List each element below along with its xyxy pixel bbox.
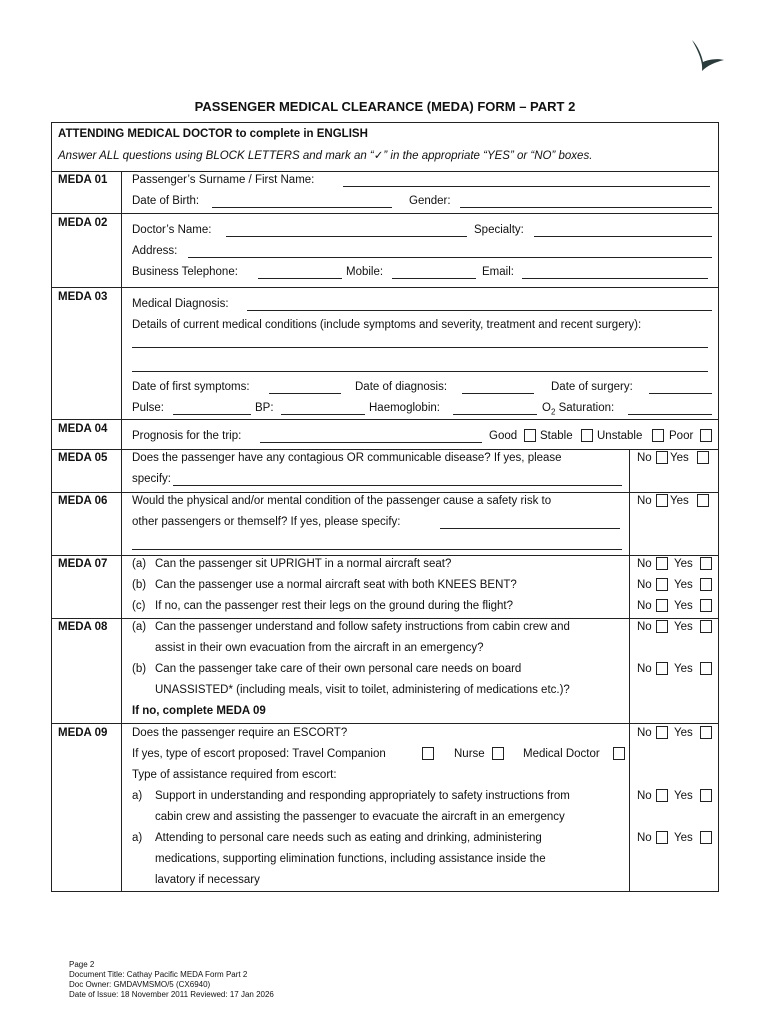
- meda07-b-no-checkbox[interactable]: [656, 578, 668, 591]
- meda09-no-label: No: [637, 727, 652, 739]
- option-unstable-label: Unstable: [597, 430, 643, 442]
- diagnosis-label: Medical Diagnosis:: [132, 298, 229, 310]
- meda07-a-no-checkbox[interactable]: [656, 557, 668, 570]
- meda08-b-no-checkbox[interactable]: [656, 662, 668, 675]
- meda06-yes-checkbox[interactable]: [697, 494, 709, 507]
- prognosis-field[interactable]: [260, 442, 482, 443]
- assistance-label: Type of assistance required from escort:: [132, 769, 337, 781]
- meda05-question: Does the passenger have any contagious OR communicable disease? If yes, please: [132, 452, 562, 464]
- email-label: Email:: [482, 266, 514, 278]
- mobile-field[interactable]: [392, 278, 476, 279]
- assist2-yes-checkbox[interactable]: [700, 831, 712, 844]
- meda08-code: MEDA 08: [58, 621, 108, 633]
- address-label: Address:: [132, 245, 178, 257]
- option-stable-checkbox[interactable]: [581, 429, 593, 442]
- meda06-question-line1: Would the physical and/or mental condition of the passenger cause a safety risk to: [132, 495, 552, 507]
- diagnosis-field[interactable]: [247, 310, 712, 311]
- meda06-code: MEDA 06: [58, 495, 108, 507]
- meda08-note: If no, complete MEDA 09: [132, 705, 266, 717]
- meda06-specify-line-2[interactable]: [132, 549, 622, 550]
- meda-form: [51, 122, 719, 892]
- footer-doc-owner: Doc Owner: GMDAVMSMO/5 (CX6940): [69, 980, 211, 989]
- meda07-a-marker: (a): [132, 558, 147, 570]
- meda05-no-label: No: [637, 452, 652, 464]
- meda08-question-a-line1: Can the passenger understand and follow safety instructions from cabin crew and: [155, 621, 570, 633]
- meda07-a-yes-checkbox[interactable]: [700, 557, 712, 570]
- assist2-line1: Attending to personal care needs such as eating and drinking, administering: [155, 832, 542, 844]
- bird-brushwing-icon: [690, 38, 726, 72]
- meda07-b-yes-checkbox[interactable]: [700, 578, 712, 591]
- meda07-code: MEDA 07: [58, 558, 108, 570]
- meda08-a-marker: (a): [132, 621, 147, 633]
- haemoglobin-label: Haemoglobin:: [369, 402, 440, 414]
- assist1-yes-checkbox[interactable]: [700, 789, 712, 802]
- dob-label: Date of Birth:: [132, 195, 200, 207]
- mobile-label: Mobile:: [346, 266, 384, 278]
- meda07-c-no-label: No: [637, 600, 652, 612]
- meda08-a-no-label: No: [637, 621, 652, 633]
- assist1-no-checkbox[interactable]: [656, 789, 668, 802]
- meda08-a-no-checkbox[interactable]: [656, 620, 668, 633]
- meda06-no-label: No: [637, 495, 652, 507]
- prognosis-label: Prognosis for the trip:: [132, 430, 242, 442]
- meda04-code: MEDA 04: [58, 423, 108, 435]
- meda05-yes-checkbox[interactable]: [697, 451, 709, 464]
- assist2-line3: lavatory if necessary: [155, 874, 260, 886]
- escort-doctor-label: Medical Doctor: [523, 748, 600, 760]
- assist2-no-label: No: [637, 832, 652, 844]
- bp-field[interactable]: [281, 414, 365, 415]
- meda06-no-checkbox[interactable]: [656, 494, 668, 507]
- footer-issue: Date of Issue: 18 November 2011 Reviewed: 17 Jan 2026: [69, 990, 274, 999]
- assist1-no-label: No: [637, 790, 652, 802]
- surgery-date-field[interactable]: [649, 393, 712, 394]
- meda07-question-b: Can the passenger use a normal aircraft seat with both KNEES BENT?: [155, 579, 517, 591]
- option-stable-label: Stable: [540, 430, 573, 442]
- meda03-code: MEDA 03: [58, 291, 108, 303]
- escort-nurse-checkbox[interactable]: [492, 747, 504, 760]
- gender-field[interactable]: [460, 207, 712, 208]
- business-tel-field[interactable]: [258, 278, 342, 279]
- bp-label: BP:: [255, 402, 274, 414]
- meda05-yes-label: Yes: [670, 452, 689, 464]
- meda08-a-yes-checkbox[interactable]: [700, 620, 712, 633]
- gender-label: Gender:: [409, 195, 451, 207]
- meda07-b-no-label: No: [637, 579, 652, 591]
- first-symptoms-field[interactable]: [269, 393, 341, 394]
- assist1-line2: cabin crew and assisting the passenger to evacuate the aircraft in an emergency: [155, 811, 565, 823]
- meda08-b-yes-checkbox[interactable]: [700, 662, 712, 675]
- meda07-a-yes-label: Yes: [674, 558, 693, 570]
- details-line-2[interactable]: [132, 371, 708, 372]
- meda07-question-c: If no, can the passenger rest their legs on the ground during the flight?: [155, 600, 514, 612]
- haemoglobin-field[interactable]: [453, 414, 537, 415]
- doctor-name-field[interactable]: [226, 236, 467, 237]
- option-poor-label: Poor: [669, 430, 694, 442]
- meda08-b-yes-label: Yes: [674, 663, 693, 675]
- details-line-1[interactable]: [132, 347, 708, 348]
- meda08-b-no-label: No: [637, 663, 652, 675]
- meda01-code: MEDA 01: [58, 174, 108, 186]
- meda07-a-no-label: No: [637, 558, 652, 570]
- details-label: Details of current medical conditions (include symptoms and severity, treatment and recent surgery):: [132, 319, 642, 331]
- assist2-marker: a): [132, 832, 143, 844]
- meda08-question-a-line2: assist in their own evacuation from the aircraft in an emergency?: [155, 642, 484, 654]
- escort-nurse-label: Nurse: [454, 748, 485, 760]
- business-tel-label: Business Telephone:: [132, 266, 238, 278]
- escort-type-label: If yes, type of escort proposed: Travel Companion: [132, 748, 386, 760]
- footer-page: Page 2: [69, 960, 95, 969]
- option-unstable-checkbox[interactable]: [652, 429, 664, 442]
- meda07-c-marker: (c): [132, 600, 146, 612]
- meda09-question: Does the passenger require an ESCORT?: [132, 727, 348, 739]
- meda06-question-line2: other passengers or themself? If yes, please specify:: [132, 516, 401, 528]
- intro-heading: ATTENDING MEDICAL DOCTOR to complete in ENGLISH: [58, 128, 368, 140]
- meda07-c-no-checkbox[interactable]: [656, 599, 668, 612]
- meda09-yes-label: Yes: [674, 727, 693, 739]
- address-field[interactable]: [188, 257, 712, 258]
- diagnosis-date-field[interactable]: [462, 393, 534, 394]
- meda07-b-marker: (b): [132, 579, 147, 591]
- meda08-b-marker: (b): [132, 663, 147, 675]
- meda06-specify-field[interactable]: [440, 528, 620, 529]
- meda06-yes-label: Yes: [670, 495, 689, 507]
- o2-saturation-field[interactable]: [628, 414, 712, 415]
- email-field[interactable]: [522, 278, 708, 279]
- assist2-line2: medications, supporting elimination functions, including assistance inside the: [155, 853, 546, 865]
- meda05-code: MEDA 05: [58, 452, 108, 464]
- escort-companion-checkbox[interactable]: [422, 747, 434, 760]
- pulse-field[interactable]: [173, 414, 251, 415]
- dob-field[interactable]: [212, 207, 392, 208]
- assist1-yes-label: Yes: [674, 790, 693, 802]
- meda07-question-a: Can the passenger sit UPRIGHT in a normal aircraft seat?: [155, 558, 452, 570]
- doctor-name-label: Doctor’s Name:: [132, 224, 212, 236]
- meda09-code: MEDA 09: [58, 727, 108, 739]
- specialty-field[interactable]: [534, 236, 712, 237]
- diagnosis-date-label: Date of diagnosis:: [355, 381, 448, 393]
- option-good-label: Good: [489, 430, 518, 442]
- assist1-line1: Support in understanding and responding appropriately to safety instructions from: [155, 790, 570, 802]
- pulse-label: Pulse:: [132, 402, 164, 414]
- surgery-date-label: Date of surgery:: [551, 381, 633, 393]
- intro-instruction: Answer ALL questions using BLOCK LETTERS and mark an “✓” in the appropriate “YES” or “NO” boxes.: [58, 150, 593, 162]
- first-symptoms-label: Date of first symptoms:: [132, 381, 250, 393]
- specialty-label: Specialty:: [474, 224, 524, 236]
- assist1-marker: a): [132, 790, 143, 802]
- escort-doctor-checkbox[interactable]: [613, 747, 625, 760]
- form-title: PASSENGER MEDICAL CLEARANCE (MEDA) FORM – PART 2: [194, 99, 576, 114]
- o2-saturation-label: $O_2$ Saturation:: [542, 402, 615, 417]
- meda08-a-yes-label: Yes: [674, 621, 693, 633]
- meda08-question-b-line2: UNASSISTED* (including meals, visit to toilet, administering of medications etc.)?: [155, 684, 570, 696]
- surname-label: Passenger’s Surname / First Name:: [132, 174, 315, 186]
- meda07-c-yes-checkbox[interactable]: [700, 599, 712, 612]
- assist2-yes-label: Yes: [674, 832, 693, 844]
- footer-doc-title: Document Title: Cathay Pacific MEDA Form Part 2: [69, 970, 248, 979]
- document-footer: [69, 960, 274, 1000]
- option-poor-checkbox[interactable]: [700, 429, 712, 442]
- meda05-specify-label: specify:: [132, 473, 171, 485]
- meda05-specify-field[interactable]: [173, 485, 622, 486]
- meda05-no-checkbox[interactable]: [656, 451, 668, 464]
- meda09-no-checkbox[interactable]: [656, 726, 668, 739]
- meda07-b-yes-label: Yes: [674, 579, 693, 591]
- meda02-code: MEDA 02: [58, 217, 108, 229]
- meda08-question-b-line1: Can the passenger take care of their own personal care needs on board: [155, 663, 522, 675]
- meda07-c-yes-label: Yes: [674, 600, 693, 612]
- assist2-no-checkbox[interactable]: [656, 831, 668, 844]
- surname-field[interactable]: [343, 186, 710, 187]
- option-good-checkbox[interactable]: [524, 429, 536, 442]
- meda09-yes-checkbox[interactable]: [700, 726, 712, 739]
